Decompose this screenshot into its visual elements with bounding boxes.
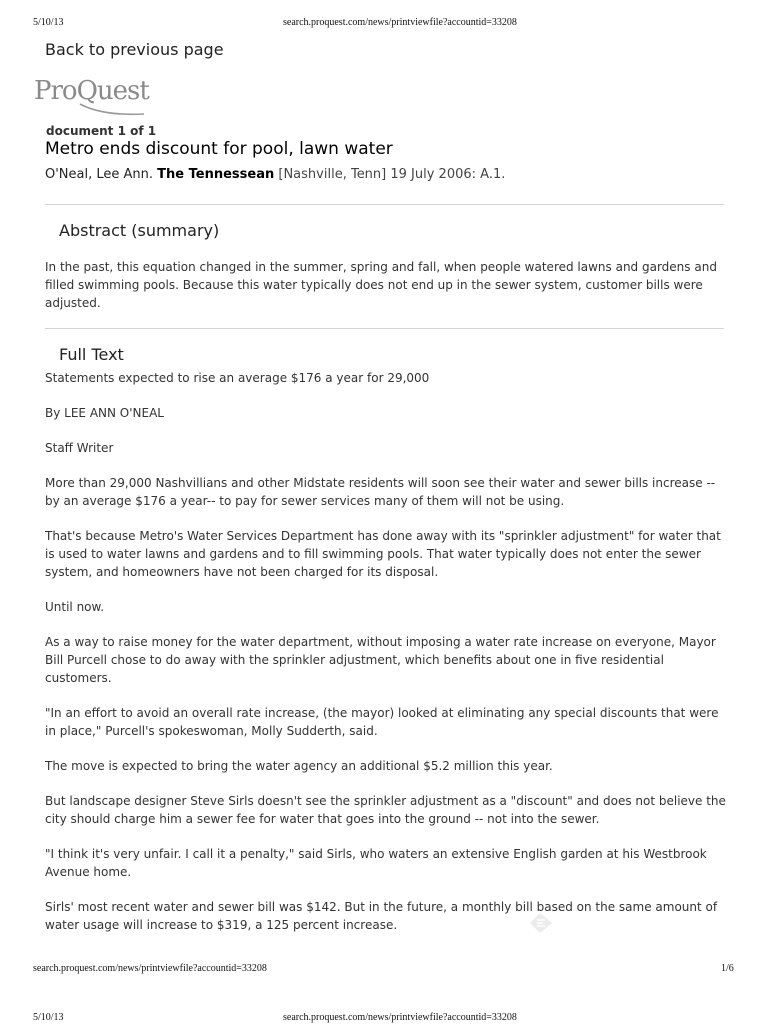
foxit-watermark-icon <box>526 910 556 936</box>
footer-url: search.proquest.com/news/printviewfile?accountid=33208 <box>33 963 267 974</box>
divider <box>45 328 724 329</box>
paragraph: As a way to raise money for the water department, without imposing a water rate increase on everyone, Mayor Bill Purcell chose to do away with the sprinkler adjustment, which benefits about one in five residential customers. <box>45 635 716 685</box>
paragraph: Sirls' most recent water and sewer bill was $142. But in the future, a monthly bill based on the same amount of water usage will increase to $319, a 125 percent increase. <box>45 900 718 932</box>
next-page-date: 5/10/13 <box>33 1012 64 1023</box>
full-text-body <box>45 369 727 951</box>
paragraph: "In an effort to avoid an overall rate increase, (the mayor) looked at eliminating any special discounts that were in place," Purcell's spokeswoman, Molly Sudderth, said. <box>45 706 719 738</box>
print-date: 5/10/13 <box>33 17 64 28</box>
proquest-swoosh-icon <box>78 100 148 118</box>
paragraph: Until now. <box>45 600 105 614</box>
page-number: 1/6 <box>721 963 734 974</box>
paragraph: More than 29,000 Nashvillians and other Midstate residents will soon see their water and sewer bills increase -- by an average $176 a year-- to pay for sewer services many of them will not be using. <box>45 476 716 508</box>
byline <box>45 167 505 182</box>
paragraph: "I think it's very unfair. I call it a penalty," said Sirls, who waters an extensive English garden at his Westbrook Avenue home. <box>45 847 707 879</box>
paragraph: Statements expected to rise an average $176 a year for 29,000 <box>45 371 430 385</box>
divider <box>45 204 724 205</box>
publication-name[interactable]: The Tennessean <box>157 167 275 182</box>
back-to-previous-page-link[interactable]: Back to previous page <box>45 40 224 59</box>
next-page-url: search.proquest.com/news/printviewfile?accountid=33208 <box>283 1012 517 1023</box>
citation: [Nashville, Tenn] 19 July 2006: A.1. <box>278 167 506 182</box>
paragraph: The move is expected to bring the water agency an additional $5.2 million this year. <box>45 759 553 773</box>
paragraph: That's because Metro's Water Services Department has done away with its "sprinkler adjustment" for water that is used to water lawns and gardens and to fill swimming pools. That water typically does not enter the sewer system, and homeowners have not been charged for its disposal. <box>45 529 721 579</box>
print-url: search.proquest.com/news/printviewfile?accountid=33208 <box>283 17 517 28</box>
paragraph: Staff Writer <box>45 441 114 455</box>
abstract-heading: Abstract (summary) <box>59 221 220 240</box>
paragraph: But landscape designer Steve Sirls doesn't see the sprinkler adjustment as a "discount" and does not believe the city should charge him a sewer fee for water that goes into the ground -- not into the sewer. <box>45 794 726 826</box>
document-title: Metro ends discount for pool, lawn water <box>45 139 393 159</box>
abstract-text: In the past, this equation changed in the summer, spring and fall, when people watered lawns and gardens and filled swimming pools. Because this water typically does not end up in the sewer system, customer bills were adjusted. <box>45 260 717 310</box>
proquest-logo: ProQuest <box>34 76 149 106</box>
full-text-heading: Full Text <box>59 345 124 364</box>
author: O'Neal, Lee Ann. <box>45 167 154 182</box>
paragraph: By LEE ANN O'NEAL <box>45 406 164 420</box>
document-count: document 1 of 1 <box>46 124 157 138</box>
